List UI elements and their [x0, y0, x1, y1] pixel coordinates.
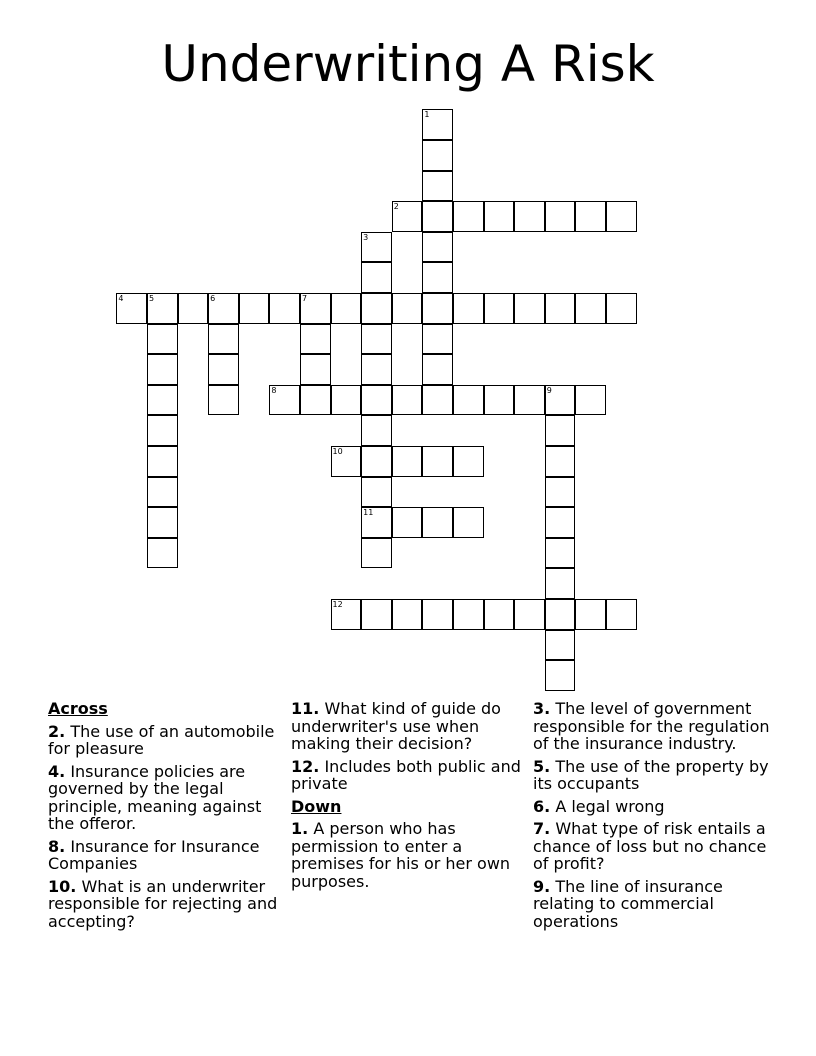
cell-number: 3	[363, 232, 369, 242]
cell-number: 9	[546, 385, 552, 395]
crossword-cell[interactable]	[361, 262, 392, 293]
crossword-cell[interactable]	[361, 507, 392, 538]
clue-text: The use of an automobile for pleasure	[48, 721, 275, 758]
crossword-cell[interactable]	[392, 599, 423, 630]
crossword-cell[interactable]	[453, 446, 484, 477]
clue-down-6	[533, 798, 773, 816]
crossword-cell[interactable]	[116, 293, 147, 324]
cell-number: 1	[424, 110, 430, 120]
crossword-cell[interactable]	[545, 293, 576, 324]
clue-number: 5.	[533, 756, 551, 776]
crossword-cell[interactable]	[514, 201, 545, 232]
crossword-cell[interactable]	[422, 232, 453, 263]
crossword-cell[interactable]	[147, 324, 178, 355]
clue-text: Insurance policies are governed by the legal principle, meaning against the offeror.	[48, 761, 262, 833]
clue-text: Includes both public and private	[291, 756, 521, 793]
clue-text: What type of risk entails a chance of loss but no chance of profit?	[533, 819, 767, 873]
cell-number: 5	[148, 293, 155, 303]
crossword-cell[interactable]	[575, 293, 606, 324]
crossword-cell[interactable]	[422, 324, 453, 355]
clue-down-1	[291, 820, 523, 890]
crossword-cell[interactable]	[484, 385, 515, 416]
crossword-cell[interactable]	[545, 538, 576, 569]
crossword-cell[interactable]	[147, 446, 178, 477]
crossword-cell[interactable]	[361, 599, 392, 630]
cell-number: 11	[363, 508, 374, 518]
puzzle-title: Underwriting A Risk	[161, 35, 655, 93]
clue-down-9	[533, 878, 773, 931]
crossword-cell[interactable]	[269, 293, 300, 324]
cell-number: 10	[332, 446, 343, 456]
clue-across-8	[48, 838, 280, 873]
clue-number: 8.	[48, 836, 66, 856]
crossword-cell[interactable]	[392, 201, 423, 232]
clue-number: 7.	[533, 819, 551, 838]
crossword-cell[interactable]	[361, 354, 392, 385]
crossword-cell[interactable]	[422, 446, 453, 477]
clue-across-2	[48, 723, 280, 758]
crossword-cell[interactable]	[606, 201, 637, 232]
crossword-cell[interactable]	[300, 324, 331, 355]
crossword-cell[interactable]	[208, 324, 239, 355]
clue-across-12	[291, 758, 523, 793]
crossword-cell[interactable]	[208, 293, 239, 324]
clue-text: The use of the property by its occupants	[533, 756, 769, 793]
clue-down-3	[533, 700, 773, 753]
cell-number: 4	[118, 293, 124, 303]
crossword-cell[interactable]	[484, 599, 515, 630]
crossword-cell[interactable]	[147, 354, 178, 385]
cell-number: 8	[271, 385, 277, 395]
crossword-cell[interactable]	[300, 354, 331, 385]
clue-across-10	[48, 878, 280, 931]
crossword-cell[interactable]	[178, 293, 209, 324]
crossword-cell[interactable]	[422, 109, 453, 140]
crossword-cell[interactable]	[208, 385, 239, 416]
crossword-cell[interactable]	[422, 171, 453, 202]
crossword-cell[interactable]	[208, 354, 239, 385]
crossword-cell[interactable]	[147, 507, 178, 538]
crossword-cell[interactable]	[422, 354, 453, 385]
clue-text: A legal wrong	[555, 796, 665, 816]
crossword-cell[interactable]	[545, 201, 576, 232]
clue-number: 12.	[291, 756, 320, 776]
crossword-cell[interactable]	[453, 293, 484, 324]
crossword-cell[interactable]	[361, 538, 392, 569]
clues-column-1	[48, 700, 280, 935]
crossword-cell[interactable]	[422, 293, 453, 324]
crossword-cell[interactable]	[422, 385, 453, 416]
clue-text: The line of insurance relating to commercial operations	[533, 876, 723, 931]
clue-text: The level of government responsible for the regulation of the insurance industry.	[533, 699, 770, 753]
clue-across-11	[291, 700, 523, 753]
crossword-cell[interactable]	[545, 507, 576, 538]
down-heading: Down	[291, 796, 342, 816]
cell-number: 12	[332, 599, 343, 609]
clue-text: Insurance for Insurance Companies	[48, 836, 260, 873]
clue-text: A person who has permission to enter a premises for his or her own purposes.	[291, 819, 511, 891]
crossword-cell[interactable]	[269, 385, 300, 416]
crossword-cell[interactable]	[484, 201, 515, 232]
clue-number: 3.	[533, 699, 551, 718]
crossword-cell[interactable]	[545, 415, 576, 446]
crossword-cell[interactable]	[606, 293, 637, 324]
crossword-cell[interactable]	[545, 630, 576, 661]
crossword-cell[interactable]	[545, 599, 576, 630]
clue-down-5	[533, 758, 773, 793]
cell-number: 7	[301, 293, 308, 303]
crossword-cell[interactable]	[422, 507, 453, 538]
crossword-cell[interactable]	[422, 201, 453, 232]
crossword-cell[interactable]	[361, 293, 392, 324]
crossword-cell[interactable]	[575, 599, 606, 630]
clue-text: What kind of guide do underwriter's use when making their decision?	[291, 699, 501, 753]
across-heading: Across	[48, 699, 108, 718]
crossword-cell[interactable]	[392, 293, 423, 324]
clues-column-2	[291, 700, 523, 895]
crossword-cell[interactable]	[331, 293, 362, 324]
crossword-cell[interactable]	[545, 568, 576, 599]
crossword-cell[interactable]	[147, 385, 178, 416]
crossword-cell[interactable]	[453, 201, 484, 232]
crossword-cell[interactable]	[361, 446, 392, 477]
clue-number: 10.	[48, 876, 77, 896]
crossword-cell[interactable]	[453, 385, 484, 416]
crossword-cell[interactable]	[239, 293, 270, 324]
clue-number: 1.	[291, 819, 309, 838]
crossword-cell[interactable]	[331, 599, 362, 630]
crossword-cell[interactable]	[422, 140, 453, 171]
crossword-cell[interactable]	[331, 385, 362, 416]
crossword-cell[interactable]	[147, 477, 178, 508]
crossword-cell[interactable]	[331, 446, 362, 477]
clues-column-3	[533, 700, 773, 935]
clue-number: 9.	[533, 876, 551, 896]
crossword-cell[interactable]	[545, 385, 576, 416]
crossword-cell[interactable]	[361, 232, 392, 263]
crossword-cell[interactable]	[300, 293, 331, 324]
clue-text: What is an underwriter responsible for rejecting and accepting?	[48, 876, 278, 931]
crossword-cell[interactable]	[514, 385, 545, 416]
clue-down-7	[533, 820, 773, 873]
cell-number: 2	[393, 202, 399, 212]
crossword-cell[interactable]	[392, 385, 423, 416]
crossword-cell[interactable]	[453, 599, 484, 630]
crossword-cell[interactable]	[514, 599, 545, 630]
crossword-cell[interactable]	[545, 446, 576, 477]
clue-number: 11.	[291, 699, 320, 718]
crossword-cell[interactable]	[422, 599, 453, 630]
crossword-cell[interactable]	[453, 507, 484, 538]
crossword-cell[interactable]	[300, 385, 331, 416]
crossword-cell[interactable]	[392, 507, 423, 538]
crossword-cell[interactable]	[575, 385, 606, 416]
crossword-cell[interactable]	[422, 262, 453, 293]
crossword-cell[interactable]	[606, 599, 637, 630]
crossword-cell[interactable]	[361, 477, 392, 508]
crossword-cell[interactable]	[361, 415, 392, 446]
clue-number: 2.	[48, 721, 66, 741]
clue-number: 4.	[48, 761, 66, 781]
crossword-cell[interactable]	[361, 324, 392, 355]
crossword-cell[interactable]	[575, 201, 606, 232]
clue-number: 6.	[533, 796, 551, 816]
crossword-cell[interactable]	[514, 293, 545, 324]
cell-number: 6	[210, 293, 216, 303]
crossword-cell[interactable]	[392, 446, 423, 477]
crossword-cell[interactable]	[545, 477, 576, 508]
crossword-cell[interactable]	[484, 293, 515, 324]
crossword-cell[interactable]	[147, 538, 178, 569]
clue-across-4	[48, 763, 280, 833]
crossword-cell[interactable]	[361, 385, 392, 416]
crossword-cell[interactable]	[147, 415, 178, 446]
crossword-cell[interactable]	[545, 660, 576, 691]
crossword-cell[interactable]	[147, 293, 178, 324]
